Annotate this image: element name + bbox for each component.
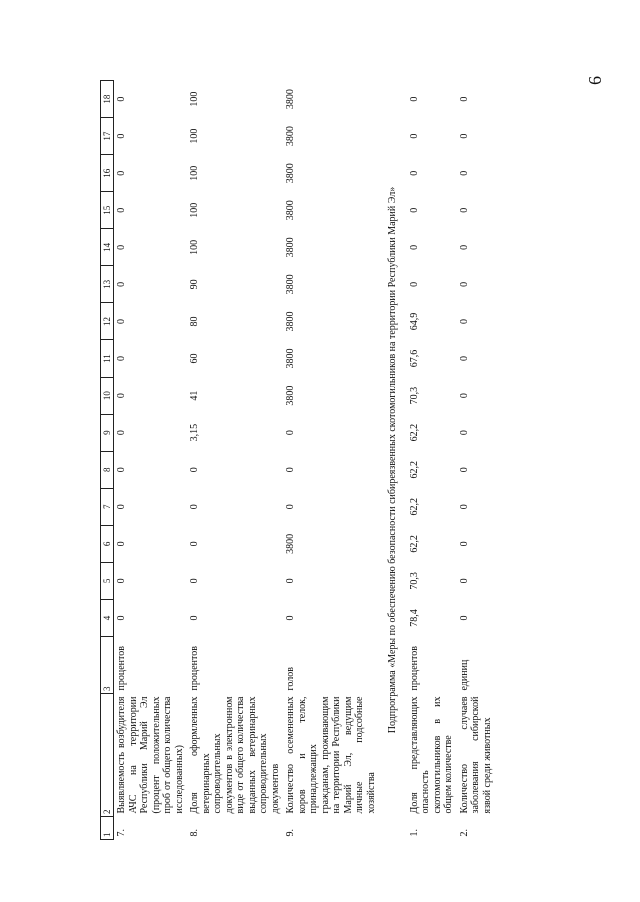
indicator-value: 90 [189,279,201,290]
indicator-value: 0 [458,356,470,362]
column-number: 2 [101,694,114,817]
indicator-value: 100 [189,91,201,107]
indicator-value: 0 [458,467,470,473]
indicator-value: 0 [116,430,128,436]
column-number: 8 [101,451,114,488]
indicator-value: 64,9 [408,312,420,331]
column-number: 7 [101,488,114,525]
indicator-value: 70,3 [408,572,420,590]
indicator-value: 0 [116,393,128,399]
indicator-value: 0 [189,578,201,584]
indicator-value: 3,15 [189,423,201,442]
indicator-value: 0 [408,96,420,102]
column-number: 13 [101,266,114,303]
indicator-name: Выявляемость возбудителя АЧС на территории Республики Марий Эл (процент положительных проб от общего количества исследованных) [116,696,185,814]
indicator-value: 0 [285,615,297,621]
table-row [407,81,457,840]
indicator-value: 3800 [285,163,297,184]
indicator-value: 0 [116,467,128,473]
indicator-value: 0 [285,430,297,436]
row-number: 9. [285,829,297,837]
indicator-value: 0 [408,207,420,213]
indicator-value: 3800 [285,311,297,332]
indicator-value: 0 [408,170,420,176]
indicator-value: 62,2 [408,535,420,553]
page-number: 6 [585,76,605,85]
column-number: 14 [101,229,114,266]
indicator-value: 0 [116,318,128,324]
column-number: 3 [101,637,114,694]
indicator-value: 0 [408,133,420,139]
column-number: 5 [101,562,114,599]
subprogram-title: Подпрограмма «Меры по обеспечению безопасности сибиреязвенных скотомогильников на территории Республики Марий Эл» [387,186,399,734]
indicator-value: 0 [116,504,128,510]
indicator-value: 0 [285,578,297,584]
indicator-value: 0 [458,318,470,324]
table-row [187,81,283,840]
column-number: 18 [101,81,114,118]
indicator-value: 3800 [285,237,297,258]
indicator-value: 0 [285,467,297,473]
indicator-name: Доля представляющих опасность скотомогильников в их общем количестве [408,696,455,814]
unit-of-measure: единиц [458,659,470,691]
unit-of-measure: голов [285,667,297,691]
unit-of-measure: процентов [116,646,128,691]
indicator-value: 100 [189,165,201,181]
column-number: 15 [101,192,114,229]
subprogram-row [379,81,407,840]
indicator-value: 0 [458,615,470,621]
indicator-value: 0 [408,244,420,250]
indicator-name: Доля оформленных ветеринарных сопроводительных документов в электронном виде от общего количества выданных ветеринарных сопроводительных документов [189,696,281,814]
indicator-value: 0 [189,615,201,621]
indicator-value: 0 [458,170,470,176]
indicator-value: 0 [458,578,470,584]
indicator-value: 100 [189,202,201,218]
indicator-name: Количество случаев заболевания сибирской язвой среди животных [458,696,493,814]
column-number: 1 [101,817,114,840]
indicator-value: 0 [116,615,128,621]
indicator-value: 100 [189,239,201,255]
table-row [114,81,188,840]
indicator-value: 0 [408,281,420,287]
indicator-value: 62,2 [408,460,420,479]
column-number: 17 [101,118,114,155]
indicator-value: 0 [458,244,470,250]
indicator-value: 0 [116,207,128,213]
indicator-value: 0 [116,133,128,139]
indicator-value: 0 [116,356,128,362]
column-number: 11 [101,340,114,377]
column-number: 10 [101,377,114,414]
indicator-value: 0 [116,541,128,547]
indicator-value: 0 [116,96,128,102]
column-number: 16 [101,155,114,192]
indicator-value: 0 [285,504,297,510]
indicator-value: 0 [189,467,201,473]
indicator-value: 0 [116,170,128,176]
row-number: 7. [116,829,128,837]
indicator-value: 0 [458,207,470,213]
indicator-value: 0 [116,244,128,250]
indicator-value: 3800 [285,533,297,554]
indicator-value: 3800 [285,385,297,406]
row-number: 8. [189,829,201,837]
unit-of-measure: процентов [189,646,201,691]
indicator-table [100,80,495,840]
indicator-name: Количество осемененных коров и телок, принадлежащих гражданам, проживающим на территории Республики Марий Эл, ведущим личные подсобные хозяйства [285,696,377,814]
indicator-value: 3800 [285,126,297,147]
row-number: 2. [458,829,470,837]
indicator-value: 0 [458,430,470,436]
indicator-value: 100 [189,128,201,144]
indicator-value: 0 [458,281,470,287]
rotated-table-sheet [100,60,520,840]
indicator-value: 62,2 [408,498,420,516]
indicator-value: 0 [189,504,201,510]
indicator-value: 0 [189,541,201,547]
column-number: 6 [101,525,114,562]
indicator-value: 0 [458,393,470,399]
indicator-value: 3800 [285,200,297,221]
indicator-value: 0 [116,281,128,287]
indicator-value: 3800 [285,89,297,110]
indicator-value: 41 [189,390,201,401]
indicator-value: 0 [458,133,470,139]
indicator-value: 78,4 [408,609,420,627]
indicator-value: 0 [458,96,470,102]
unit-of-measure: процентов [408,646,420,691]
indicator-value: 3800 [285,348,297,369]
column-number: 4 [101,599,114,636]
indicator-value: 67,6 [408,349,420,368]
column-number-row [101,81,114,840]
indicator-value: 0 [458,504,470,510]
column-number: 9 [101,414,114,451]
indicator-value: 0 [116,578,128,584]
column-number: 12 [101,303,114,340]
indicator-value: 0 [458,541,470,547]
indicator-value: 60 [189,353,201,364]
indicator-value: 80 [189,316,201,327]
indicator-value: 70,3 [408,386,420,405]
indicator-value: 3800 [285,274,297,295]
table-row [283,81,379,840]
row-number: 1. [408,829,420,837]
indicator-value: 62,2 [408,423,420,442]
table-row [457,81,496,840]
